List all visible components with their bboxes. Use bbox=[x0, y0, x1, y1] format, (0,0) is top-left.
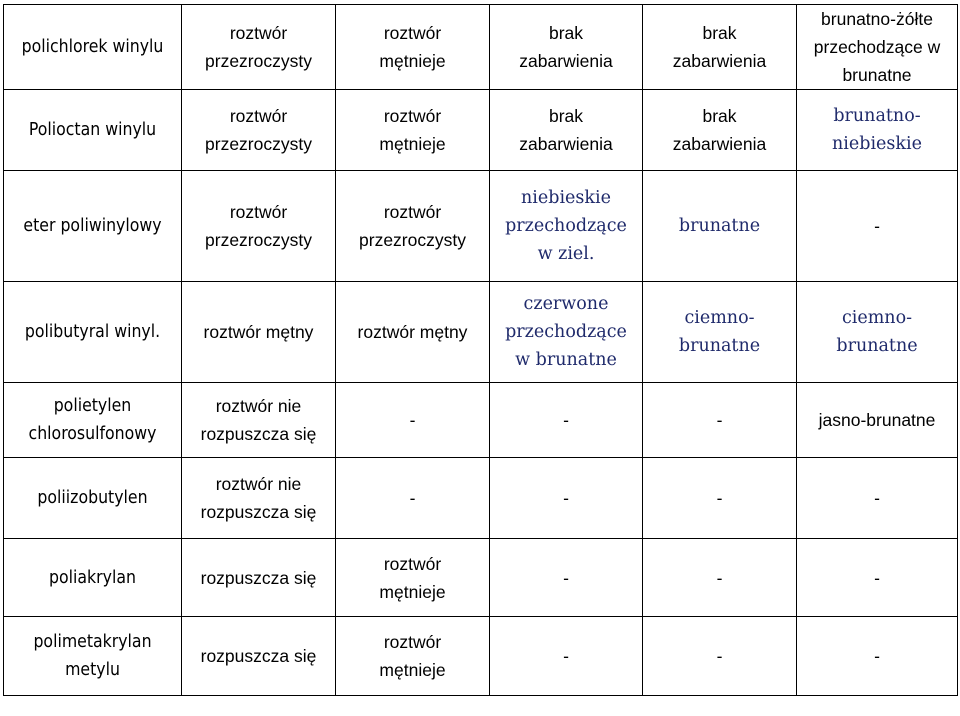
table-cell: brak zabarwienia bbox=[643, 5, 797, 90]
table-cell: - bbox=[643, 617, 797, 696]
table-cell: roztwór mętny bbox=[182, 282, 336, 383]
table-row bbox=[4, 5, 958, 90]
table-cell: rozpuszcza się bbox=[182, 539, 336, 617]
polymer-name-cell: eter poliwinylowy bbox=[4, 171, 182, 282]
table-cell: - bbox=[643, 539, 797, 617]
results-table bbox=[3, 4, 958, 696]
table-cell: - bbox=[643, 383, 797, 458]
table-cell: jasno-brunatne bbox=[797, 383, 958, 458]
table-cell: czerwone przechodzące w brunatne bbox=[490, 282, 643, 383]
table-cell: roztwór nie rozpuszcza się bbox=[182, 383, 336, 458]
table-cell: roztwór przezroczysty bbox=[336, 171, 490, 282]
table-cell: brunatne bbox=[643, 171, 797, 282]
table-cell: - bbox=[490, 617, 643, 696]
polymer-name-cell: polibutyral winyl. bbox=[4, 282, 182, 383]
table-cell: roztwór mętnieje bbox=[336, 539, 490, 617]
table-cell: roztwór mętny bbox=[336, 282, 490, 383]
table-row bbox=[4, 617, 958, 696]
table-cell: - bbox=[490, 458, 643, 539]
table-cell: niebieskie przechodzące w ziel. bbox=[490, 171, 643, 282]
table-cell: roztwór mętnieje bbox=[336, 5, 490, 90]
table-cell: roztwór przezroczysty bbox=[182, 90, 336, 171]
table-cell: brak zabarwienia bbox=[490, 90, 643, 171]
polymer-name-cell: poliakrylan bbox=[4, 539, 182, 617]
table-cell: ciemno- brunatne bbox=[797, 282, 958, 383]
polymer-name-cell: polimetakrylan metylu bbox=[4, 617, 182, 696]
table-cell: - bbox=[797, 539, 958, 617]
table-row bbox=[4, 383, 958, 458]
table-row bbox=[4, 282, 958, 383]
table-cell: - bbox=[797, 171, 958, 282]
table-cell: roztwór mętnieje bbox=[336, 90, 490, 171]
table-cell: - bbox=[797, 617, 958, 696]
table-cell: roztwór przezroczysty bbox=[182, 171, 336, 282]
table-cell: rozpuszcza się bbox=[182, 617, 336, 696]
table-cell: roztwór przezroczysty bbox=[182, 5, 336, 90]
table-cell: - bbox=[643, 458, 797, 539]
table-cell: - bbox=[490, 383, 643, 458]
table-cell: brunatno-żółte przechodzące w brunatne bbox=[797, 5, 958, 90]
table-row bbox=[4, 458, 958, 539]
table-cell: roztwór mętnieje bbox=[336, 617, 490, 696]
polymer-name-cell: polietylen chlorosulfonowy bbox=[4, 383, 182, 458]
table-row bbox=[4, 539, 958, 617]
table-cell: brak zabarwienia bbox=[643, 90, 797, 171]
polymer-name-cell: Polioctan winylu bbox=[4, 90, 182, 171]
table-cell: - bbox=[336, 458, 490, 539]
table-cell: - bbox=[336, 383, 490, 458]
table-cell: brunatno- niebieskie bbox=[797, 90, 958, 171]
table-row bbox=[4, 171, 958, 282]
polymer-name-cell: poliizobutylen bbox=[4, 458, 182, 539]
polymer-name-cell: polichlorek winylu bbox=[4, 5, 182, 90]
table-cell: - bbox=[797, 458, 958, 539]
table-cell: ciemno- brunatne bbox=[643, 282, 797, 383]
table-row bbox=[4, 90, 958, 171]
table-cell: brak zabarwienia bbox=[490, 5, 643, 90]
table-cell: roztwór nie rozpuszcza się bbox=[182, 458, 336, 539]
table-cell: - bbox=[490, 539, 643, 617]
